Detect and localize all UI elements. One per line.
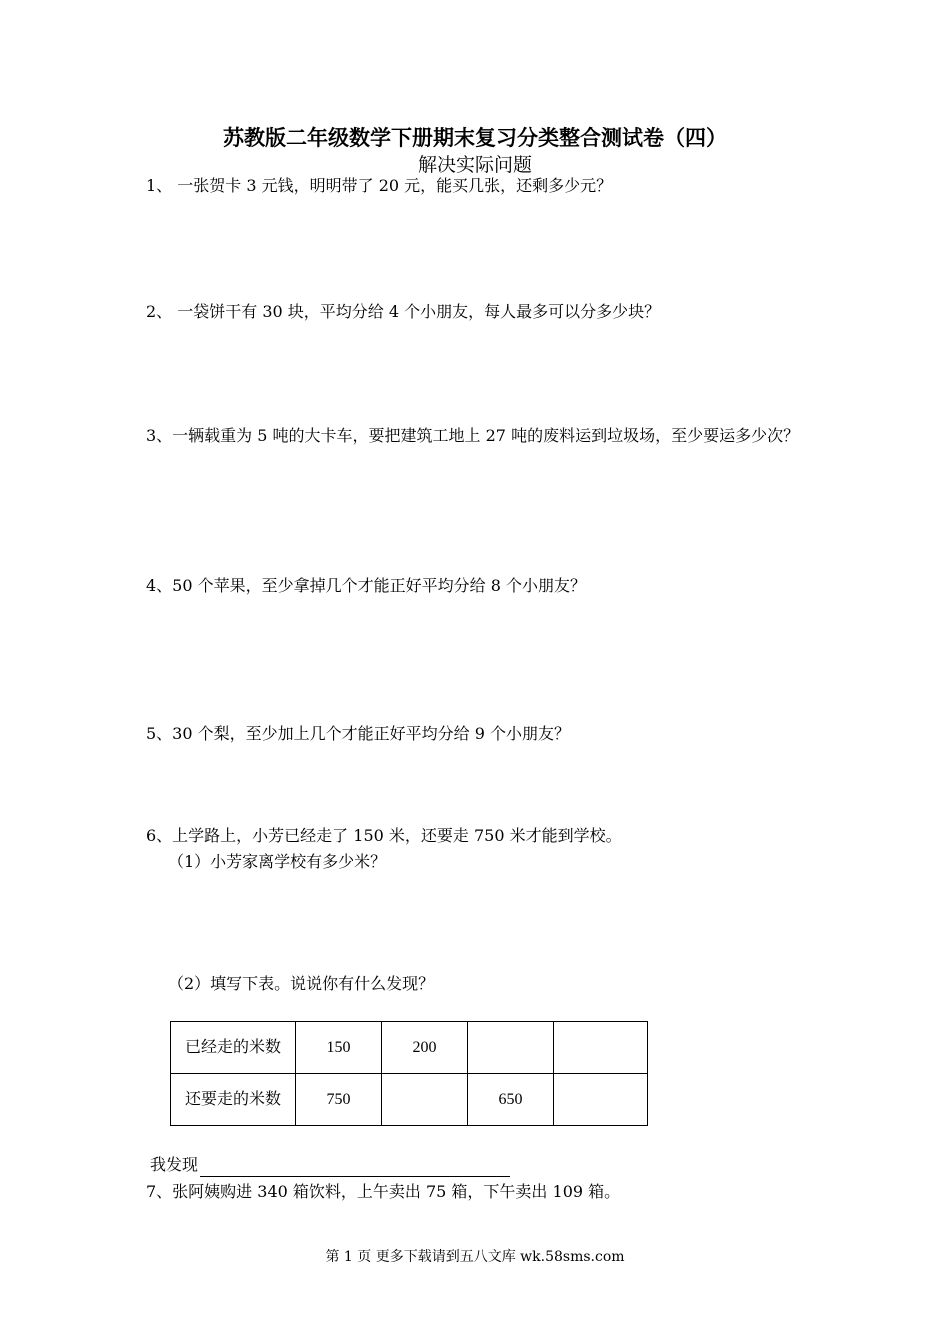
question-4: 4、50 个苹果，至少拿掉几个才能正好平均分给 8 个小朋友？ (146, 576, 586, 595)
finding-row (150, 1153, 510, 1177)
question-1: 1、 一张贺卡 3 元钱，明明带了 20 元，能买几张，还剩多少元？ (146, 176, 613, 195)
table-cell: 还要走的米数 (171, 1074, 296, 1126)
finding-answer-line (200, 1158, 510, 1177)
distance-table (170, 1021, 648, 1126)
question-5: 5、30 个梨，至少加上几个才能正好平均分给 9 个小朋友？ (146, 724, 570, 743)
question-6-part-2: （2）填写下表。说说你有什么发现？ (168, 974, 435, 993)
table-row (171, 1074, 648, 1126)
page-footer: 第 1 页 更多下载请到五八文库 wk.58sms.com (325, 1249, 625, 1265)
table-cell (554, 1022, 648, 1074)
table-cell (554, 1074, 648, 1126)
finding-label: 我发现 (150, 1155, 199, 1174)
table-cell: 650 (468, 1074, 554, 1126)
table-cell: 150 (296, 1022, 382, 1074)
table-cell: 已经走的米数 (171, 1022, 296, 1074)
page-title: 苏教版二年级数学下册期末复习分类整合测试卷（四） (223, 125, 727, 150)
table-row (171, 1022, 648, 1074)
question-6: 6、上学路上，小芳已经走了 150 米，还要走 750 米才能到学校。 (146, 826, 622, 845)
table-cell (382, 1074, 468, 1126)
question-2: 2、 一袋饼干有 30 块，平均分给 4 个小朋友，每人最多可以分多少块？ (146, 302, 661, 321)
table-cell: 750 (296, 1074, 382, 1126)
question-3: 3、一辆载重为 5 吨的大卡车，要把建筑工地上 27 吨的废料运到垃圾场，至少要运多少次？ (146, 426, 800, 445)
question-7: 7、张阿姨购进 340 箱饮料，上午卖出 75 箱，下午卖出 109 箱。 (146, 1182, 621, 1201)
table-cell (468, 1022, 554, 1074)
question-6-part-1: （1）小芳家离学校有多少米？ (168, 852, 387, 871)
table-cell: 200 (382, 1022, 468, 1074)
page-subtitle: 解决实际问题 (417, 154, 532, 176)
